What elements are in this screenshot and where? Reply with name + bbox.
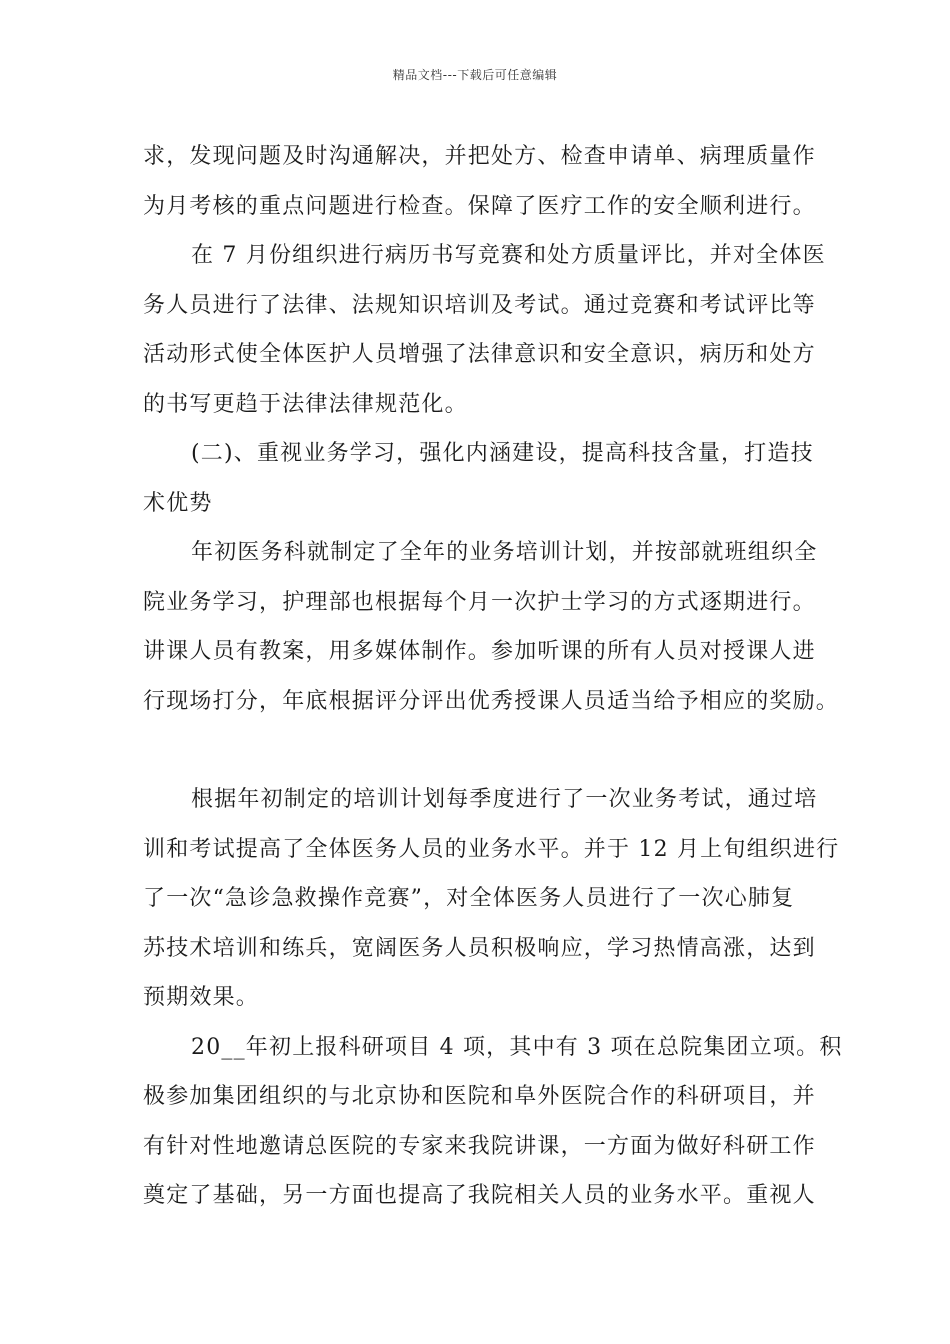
text-line: 了一次“急诊急救操作竞赛”，对全体医务人员进行了一次心肺复 — [143, 886, 795, 911]
paragraph-1 — [143, 132, 816, 231]
page-header: 精品文档---下载后可任意编辑 — [392, 68, 558, 82]
paragraph-2 — [143, 231, 826, 429]
text-line: 奠定了基础，另一方面也提高了我院相关人员的业务水平。重视人 — [143, 1183, 816, 1208]
text-line: 预期效果。 — [143, 985, 260, 1010]
text-line: 求，发现问题及时沟通解决，并把处方、检查申请单、病理质量作 — [143, 144, 816, 169]
text-line: 务人员进行了法律、法规知识培训及考试。通过竞赛和考试评比等 — [143, 292, 816, 318]
text-line: 讲课人员有教案，用多媒体制作。参加听课的所有人员对授课人进 — [143, 639, 816, 664]
text-line: 院业务学习，护理部也根据每个月一次护士学习的方式逐期进行。 — [143, 589, 816, 615]
text-line: 训和考试提高了全体医务人员的业务水平。并于 12 月上旬组织进行 — [143, 836, 840, 862]
text-line: (二)、重视业务学习，强化内涵建设，提高科技含量，打造技 — [191, 441, 814, 466]
text-line: 根据年初制定的培训计划每季度进行了一次业务考试，通过培 — [191, 787, 818, 812]
text-line: 术优势 — [143, 490, 213, 516]
paragraph-6 — [143, 1023, 843, 1221]
paragraph-3-heading — [143, 429, 813, 528]
text-line: 极参加集团组织的与北京协和医院和阜外医院合作的科研项目，并 — [143, 1084, 816, 1109]
text-line: 为月考核的重点问题进行检查。保障了医疗工作的安全顺利进行。 — [143, 193, 816, 219]
text-line: 行现场打分，年底根据评分评出优秀授课人员适当给予相应的奖励。 — [143, 688, 840, 714]
paragraph-4 — [143, 528, 840, 726]
text-line: 在 7 月份组织进行病历书写竞赛和处方质量评比，并对全体医 — [191, 243, 826, 268]
document-body — [143, 132, 843, 1221]
text-line: 苏技术培训和练兵，宽阔医务人员积极响应，学习热情高涨，达到 — [143, 935, 816, 961]
text-line: 的书写更趋于法律法律规范化。 — [143, 391, 468, 417]
blank-line — [143, 726, 813, 775]
paragraph-5 — [143, 775, 840, 1023]
text-line: 有针对性地邀请总医院的专家来我院讲课，一方面为做好科研工作 — [143, 1133, 816, 1159]
text-line: 活动形式使全体医护人员增强了法律意识和安全意识，病历和处方 — [143, 342, 816, 367]
text-line: 20__年初上报科研项目 4 项，其中有 3 项在总院集团立项。积 — [191, 1034, 843, 1060]
text-line: 年初医务科就制定了全年的业务培训计划，并按部就班组织全 — [191, 540, 818, 565]
